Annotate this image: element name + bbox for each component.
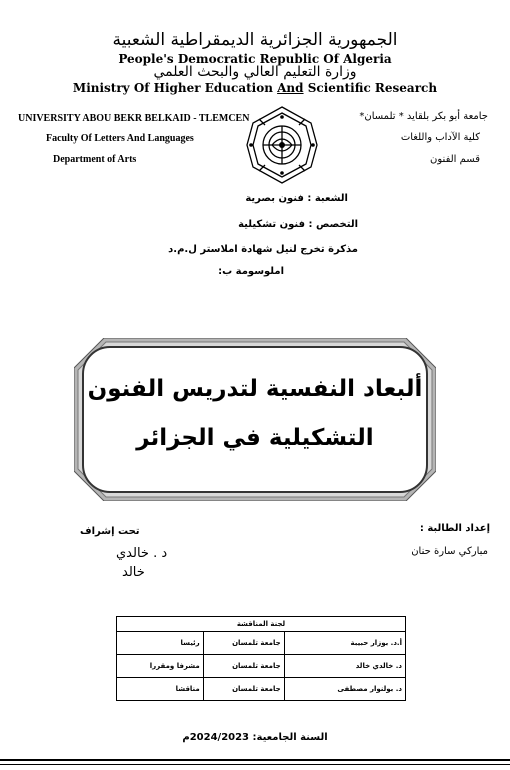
ministry-arabic: وزارة التعليم العالي والبحث العلمي [153,64,357,80]
ministry-english-part-b: Scientific Research [303,81,438,95]
jury-member-university: جامعة تلمسان [203,678,284,701]
jury-member-name: أ.د. بوزار حبيبة [284,632,405,655]
thesis-title-line-2: التشكيلية في الجزائر [136,425,374,451]
jury-member-university: جامعة تلمسان [203,655,284,678]
department-arabic: قسم الفنون [430,154,480,165]
jury-header-row [117,617,406,632]
supervisor-name-line-1: د . خالدي [116,546,168,561]
jury-member-role: مشرفا ومقررا [117,655,204,678]
university-arabic: جامعة أبو بكر بلقايد * تلمسان* [359,111,488,122]
university-logo [245,105,319,185]
jury-member-role: مناقشا [117,678,204,701]
ministry-english-part-a: Ministry Of Higher Education [72,81,278,95]
department-english: Department of Arts [53,154,137,165]
specialty-line: التخصص : فنون تشكيلية [238,219,358,230]
jury-member-name: د. خالدي خالد [284,655,405,678]
titled-line: املوسومة ب: [218,266,284,277]
jury-title: لجنة المناقشة [117,617,406,632]
republic-arabic: الجمهورية الجزائرية الديمقراطية الشعبية [112,30,398,50]
jury-member-role: رئيسا [117,632,204,655]
footer-rule-thin [0,764,510,765]
student-label: إعداد الطالبة : [419,523,490,534]
thesis-title-line-1: ألبعاد النفسية لتدريس الفنون [87,376,423,402]
republic-english: People's Democratic Republic Of Algeria [118,52,392,66]
branch-line: الشعبة : فنون بصرية [245,193,348,204]
title-frame-inner [82,346,428,493]
faculty-arabic: كلية الآداب واللغات [400,132,480,143]
supervisor-label: تحت إشراف [80,526,140,537]
footer-rule [0,759,510,761]
faculty-english: Faculty Of Letters And Languages [46,133,194,144]
table-row [117,678,406,701]
student-name: مباركي سارة حنان [411,546,488,557]
academic-year: السنة الجامعية: 2024/2023م [182,732,328,743]
jury-member-university: جامعة تلمسان [203,632,284,655]
ministry-english-and: And [277,81,304,95]
supervisor-name-line-2: خالد [122,565,145,580]
university-english: UNIVERSITY ABOU BEKR BELKAID - TLEMCEN [18,113,250,124]
jury-table [116,616,406,701]
ministry-english [0,81,510,95]
jury-member-name: د. بولنوار مصطفى [284,678,405,701]
memo-line: مذكرة تخرج لنيل شهادة املاستر ل.م.د [168,244,358,255]
table-row [117,632,406,655]
table-row [117,655,406,678]
